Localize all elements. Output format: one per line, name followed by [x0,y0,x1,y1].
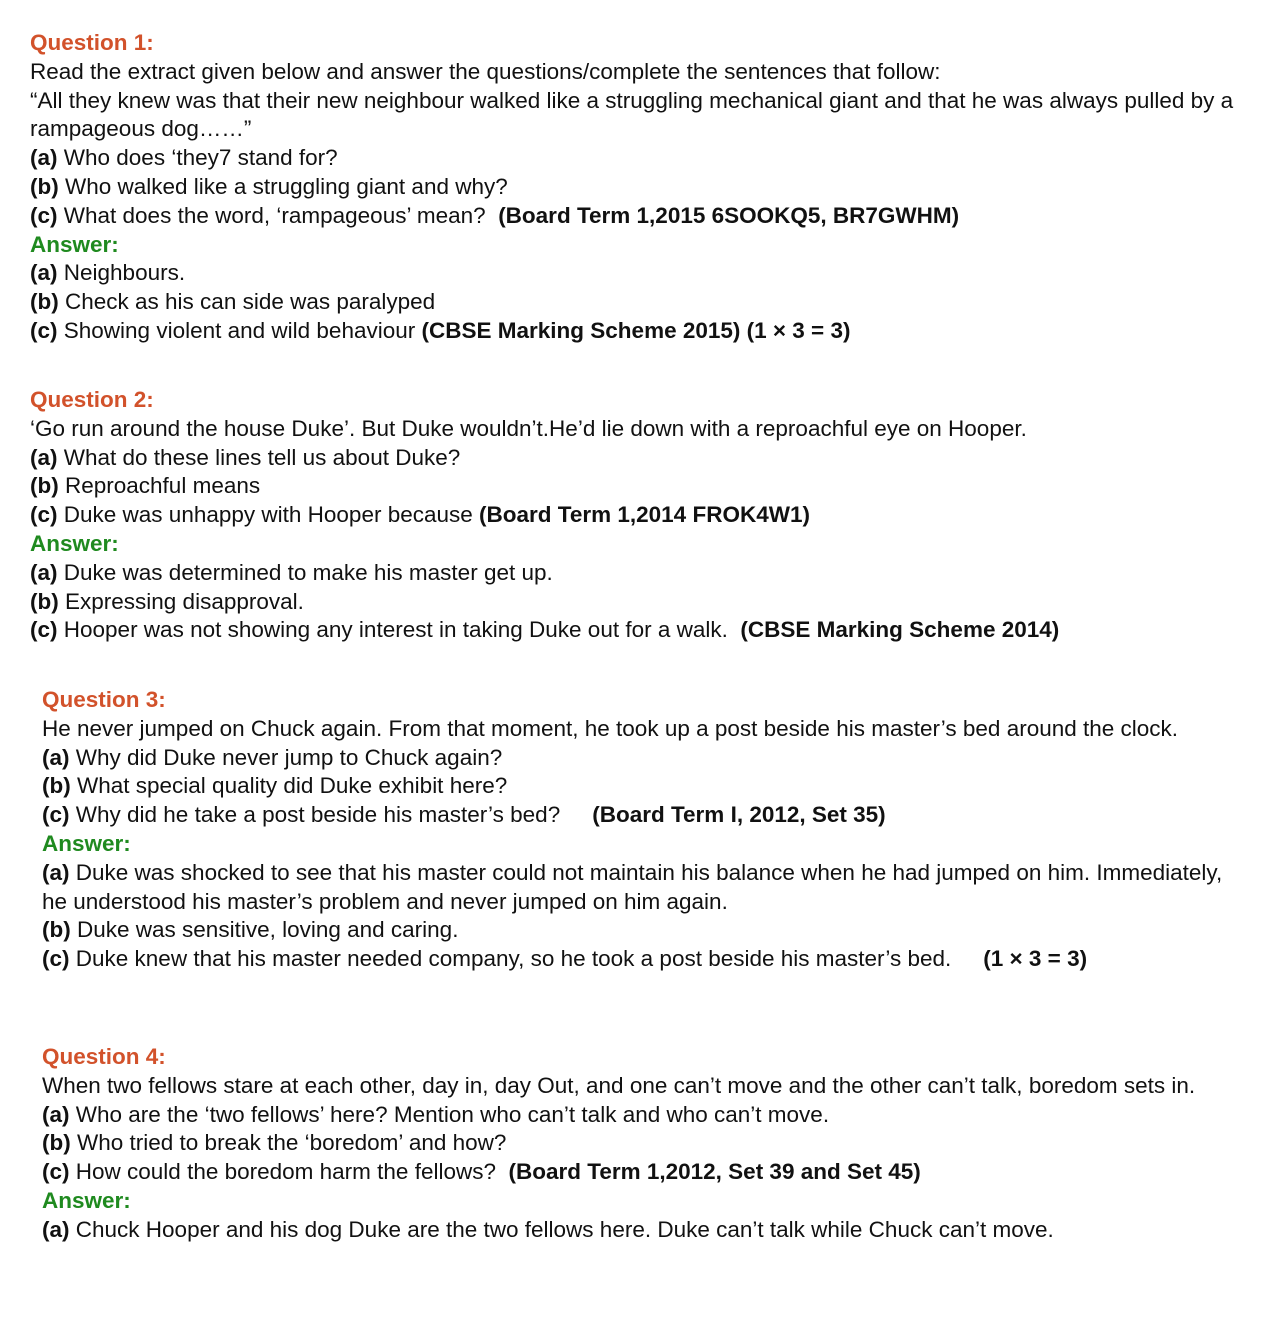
item-label: (b) [42,773,71,799]
answer-item [42,859,1247,917]
question-heading: Question 2: [30,387,154,412]
item-text: Expressing disapproval. [65,588,304,614]
item-label: (a) [30,559,58,585]
answer-heading: Answer: [30,231,119,257]
sub-question [42,1101,1247,1130]
item-label: (c) [42,946,70,972]
item-label: (c) [42,1159,70,1185]
item-label: (c) [42,802,70,828]
item-label: (a) [42,859,70,885]
question-extract: ‘Go run around the house Duke’. But Duke wouldn’t.He’d lie down with a reproachful eye on Hooper. [30,415,1027,441]
item-text: Duke knew that his master needed company, so he took a post beside his master’s bed. [75,946,952,972]
sub-question [42,1129,1247,1158]
item-label: (b) [30,173,59,199]
item-text: Who does ‘they7 stand for? [63,145,338,171]
marks-reference: (1 × 3 = 3) [983,946,1088,972]
item-text: Hooper was not showing any interest in taking Duke out for a walk. [63,617,728,643]
sub-question [42,744,1247,773]
answer-item [30,259,1247,288]
source-reference: (Board Term I, 2012, Set 35) [592,802,886,828]
item-text: Check as his can side was paralyped [65,289,436,315]
question-extract: He never jumped on Chuck again. From that moment, he took up a post beside his master’s bed around the clock. [42,715,1179,741]
item-text: Chuck Hooper and his dog Duke are the two fellows here. Duke can’t talk while Chuck can’t move. [75,1216,1054,1242]
item-text: Who walked like a struggling giant and why? [65,173,508,199]
item-text: Reproachful means [65,473,261,499]
item-text: Who are the ‘two fellows’ here? Mention who can’t talk and who can’t move. [75,1101,830,1127]
item-label: (b) [42,917,71,943]
item-text: Why did he take a post beside his master’s bed? [75,802,561,828]
item-label: (b) [30,588,59,614]
question-2-block [30,386,1247,645]
answer-item [42,916,1247,945]
answer-item [42,1216,1247,1245]
source-reference: (Board Term 1,2014 FROK4W1) [479,502,810,528]
sub-question [30,144,1247,173]
question-heading: Question 1: [30,30,154,55]
question-extract: When two fellows stare at each other, day in, day Out, and one can’t move and the other can’t talk, boredom sets in. [42,1072,1196,1098]
question-extract: “All they knew was that their new neighbour walked like a struggling mechanical giant and that he was always pulled by a rampageous dog……” [30,87,1234,142]
item-label: (b) [30,473,59,499]
sub-question [30,472,1247,501]
item-label: (c) [30,502,58,528]
answer-heading: Answer: [42,830,131,856]
item-label: (c) [30,617,58,643]
source-reference: (CBSE Marking Scheme 2014) [740,617,1060,643]
question-1-block [30,29,1247,346]
source-reference: (CBSE Marking Scheme 2015) (1 × 3 = 3) [421,317,851,343]
item-text: Neighbours. [63,260,186,286]
item-text: What special quality did Duke exhibit here? [77,773,508,799]
item-label: (c) [30,317,58,343]
item-text: How could the boredom harm the fellows? [75,1159,496,1185]
question-4-block [42,1043,1247,1245]
question-heading: Question 4: [42,1044,166,1069]
question-heading: Question 3: [42,687,166,712]
sub-question [42,801,1247,830]
sub-question [30,202,1247,231]
item-text: What do these lines tell us about Duke? [63,444,461,470]
item-text: What does the word, ‘rampageous’ mean? [63,202,486,228]
item-text: Duke was sensitive, loving and caring. [77,917,459,943]
item-label: (a) [42,1101,70,1127]
item-label: (c) [30,202,58,228]
item-label: (b) [42,1130,71,1156]
sub-question [42,1158,1247,1187]
item-label: (a) [42,1216,70,1242]
answer-item [30,616,1247,645]
answer-item [30,559,1247,588]
item-text: Duke was unhappy with Hooper because [63,502,473,528]
item-text: Duke was determined to make his master get up. [63,559,553,585]
item-label: (a) [30,145,58,171]
item-label: (a) [30,444,58,470]
question-3-block [42,686,1247,974]
sub-question [30,173,1247,202]
item-label: (a) [42,744,70,770]
item-text: Who tried to break the ‘boredom’ and how? [77,1130,507,1156]
answer-heading: Answer: [30,530,119,556]
answer-item [42,945,1247,974]
sub-question [30,501,1247,530]
answer-item [30,288,1247,317]
source-reference: (Board Term 1,2012, Set 39 and Set 45) [508,1159,921,1185]
item-text: Duke was shocked to see that his master could not maintain his balance when he had jumped on him. Immediately, he understood his master’s problem and never jumped on him again. [42,859,1223,914]
item-text: Why did Duke never jump to Chuck again? [75,744,503,770]
item-label: (b) [30,289,59,315]
item-text: Showing violent and wild behaviour [63,317,416,343]
source-reference: (Board Term 1,2015 6SOOKQ5, BR7GWHM) [498,202,960,228]
answer-item [30,317,1247,346]
sub-question [30,444,1247,473]
question-intro: Read the extract given below and answer the questions/complete the sentences that follow: [30,58,941,84]
sub-question [42,772,1247,801]
item-label: (a) [30,260,58,286]
answer-heading: Answer: [42,1187,131,1213]
answer-item [30,588,1247,617]
